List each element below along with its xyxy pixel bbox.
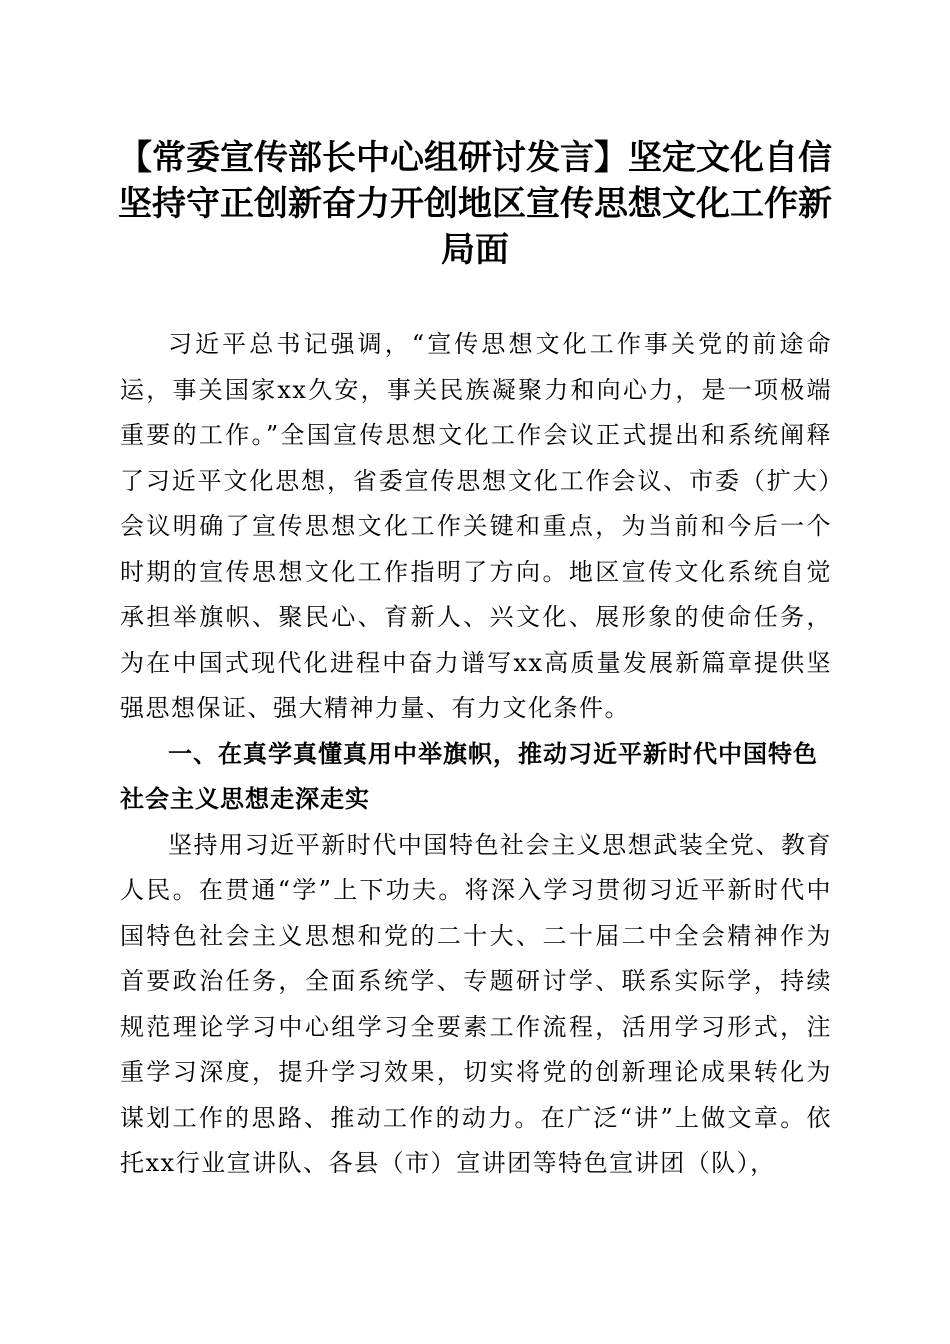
document-title: 【常委宣传部长中心组研讨发言】坚定文化自信坚持守正创新奋力开创地区宣传思想文化工作新局面 [118, 138, 832, 270]
document-body [120, 322, 832, 1187]
intro-paragraph: 习近平总书记强调，“宣传思想文化工作事关党的前途命运，事关国家xx久安，事关民族凝聚力和向心力，是一项极端重要的工作。”全国宣传思想文化工作会议正式提出和系统阐释了习近平文化思想，省委宣传思想文化工作会议、市委（扩大）会议明确了宣传思想文化工作关键和重点，为当前和今后一个时期的宣传思想文化工作指明了方向。地区宣传文化系统自觉承担举旗帜、聚民心、育新人、兴文化、展形象的使命任务，为在中国式现代化进程中奋力谱写xx高质量发展新篇章提供坚强思想保证、强大精神力量、有力文化条件。 [120, 330, 832, 722]
section-heading-1: 一、在真学真懂真用中举旗帜，推动习近平新时代中国特色社会主义思想走深走实 [120, 739, 818, 813]
section-1-paragraph: 坚持用习近平新时代中国特色社会主义思想武装全党、教育人民。在贯通“学”上下功夫。将深入学习贯彻习近平新时代中国特色社会主义思想和党的二十大、二十届二中全会精神作为首要政治任务，全面系统学、专题研讨学、联系实际学，持续规范理论学习中心组学习全要素工作流程，活用学习形式，注重学习深度，提升学习效果，切实将党的创新理论成果转化为谋划工作的思路、推动工作的动力。在广泛“讲”上做文章。依托xx行业宣讲队、各县（市）宣讲团等特色宣讲团（队）， [120, 830, 832, 1177]
